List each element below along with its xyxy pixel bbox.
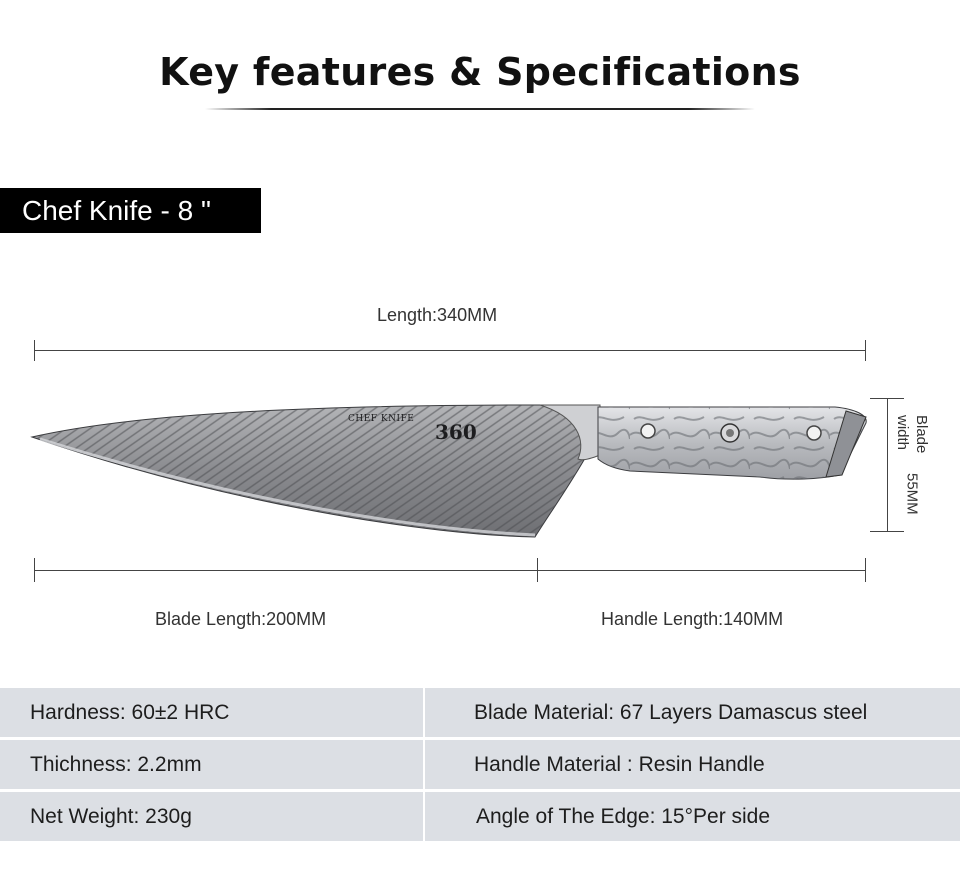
title-underline [205,108,755,110]
blade-engraving-brand: CHEF KNIFE [348,414,415,424]
handle-length-label: Handle Length:140MM [601,609,784,629]
chef-knife-illustration [30,395,875,545]
blade-width-title: Blade width [894,415,930,454]
spec-table [0,688,960,841]
rivet [807,426,821,440]
handle-length-tick-right [865,558,866,582]
product-name-tag: Chef Knife - 8 " [0,188,261,233]
blade-engraving-logo: 360 [435,420,477,444]
spec-hardness: Hardness: 60±2 HRC [0,688,423,737]
rivet [641,424,655,438]
spec-edge-angle: Angle of The Edge: 15°Per side [425,792,960,841]
spec-handle-material: Handle Material : Resin Handle [425,740,960,789]
blade-length-label: Blade Length:200MM [155,609,327,629]
total-length-tick-left [34,340,35,361]
blade-width-line [887,398,888,532]
blade-handle-divider-tick [537,558,538,582]
total-length-line [34,350,866,351]
section-length-line [34,570,866,571]
total-length-label: Length:340MM [377,305,498,325]
spec-thickness: Thichness: 2.2mm [0,740,423,789]
total-length-tick-right [865,340,866,361]
page-title: Key features & Specifications [159,50,801,94]
spec-net-weight: Net Weight: 230g [0,792,423,841]
blade-width-label [892,415,932,515]
blade-width-value: 55MM [903,473,921,515]
spec-blade-material: Blade Material: 67 Layers Damascus steel [425,688,960,737]
blade-length-tick-left [34,558,35,582]
